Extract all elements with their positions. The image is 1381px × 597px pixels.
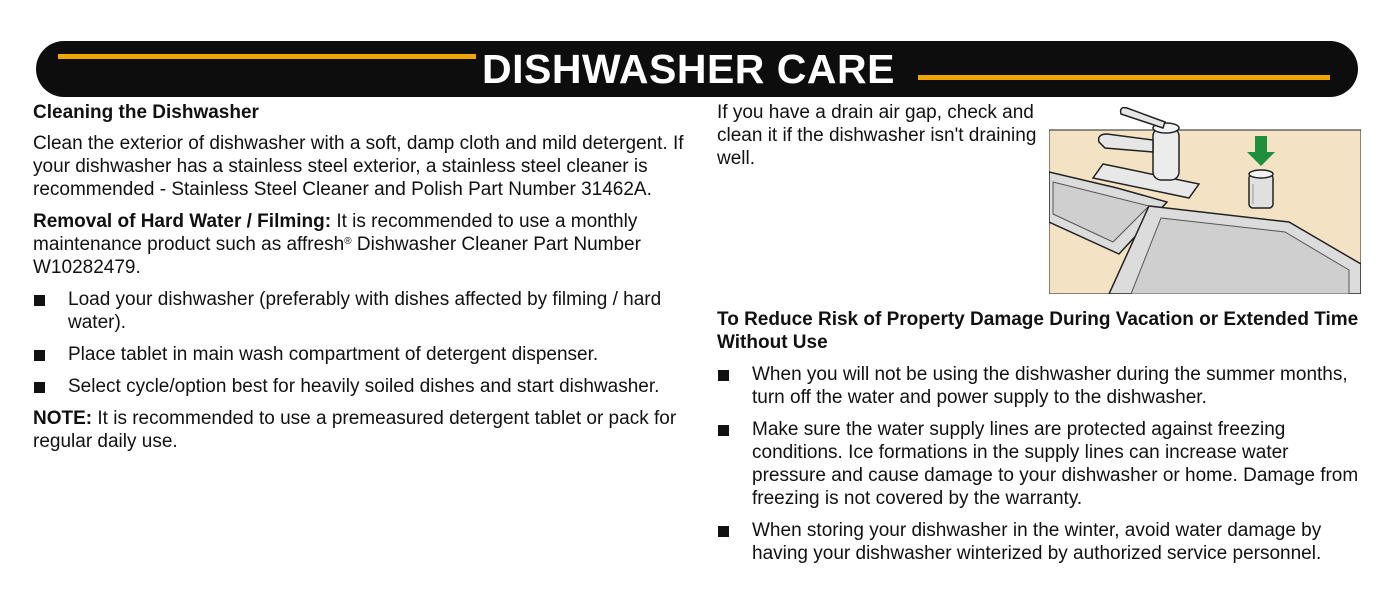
hard-water-text-b: Dishwasher Cleaner Part Number W10282479. bbox=[33, 234, 641, 278]
page-title: DISHWASHER CARE bbox=[476, 41, 901, 97]
list-item bbox=[717, 418, 1367, 510]
square-bullet-icon bbox=[718, 370, 729, 381]
list-item-text: Select cycle/option best for heavily soiled dishes and start dishwasher. bbox=[68, 376, 660, 397]
list-item bbox=[717, 519, 1367, 565]
list-item-text: Make sure the water supply lines are protected against freezing conditions. Ice formations in the supply lines can increase water pressure and cause damage to your dishwasher or home. Damage from freezing is not covered by the warranty. bbox=[752, 419, 1359, 509]
title-banner bbox=[36, 41, 1358, 97]
registered-mark: ® bbox=[344, 236, 352, 247]
list-item bbox=[33, 343, 688, 366]
banner-accent-stripe-right bbox=[918, 75, 1330, 80]
square-bullet-icon bbox=[718, 425, 729, 436]
cleaning-section bbox=[33, 101, 688, 462]
hard-water-text-a: It is recommended to use a monthly maintenance product such as affresh bbox=[33, 211, 638, 255]
hard-water-paragraph bbox=[33, 210, 688, 279]
list-item-text: Load your dishwasher (preferably with dishes affected by filming / hard water). bbox=[68, 289, 662, 333]
vacation-section bbox=[717, 363, 1367, 574]
square-bullet-icon bbox=[34, 350, 45, 361]
vacation-heading: To Reduce Risk of Property Damage During Vacation or Extended Time Without Use bbox=[717, 309, 1359, 353]
note-paragraph bbox=[33, 407, 688, 453]
drain-air-gap-text: If you have a drain air gap, check and clean it if the dishwasher isn't draining well. bbox=[717, 102, 1037, 169]
vacation-list bbox=[717, 363, 1367, 565]
list-item-text: Place tablet in main wash compartment of detergent dispenser. bbox=[68, 344, 599, 365]
list-item bbox=[33, 375, 688, 398]
note-label: NOTE: bbox=[33, 408, 93, 429]
list-item-text: When you will not be using the dishwasher during the summer months, turn off the water and power supply to the dishwasher. bbox=[752, 364, 1348, 408]
square-bullet-icon bbox=[718, 526, 729, 537]
square-bullet-icon bbox=[34, 382, 45, 393]
sink-air-gap-illustration-icon bbox=[1049, 104, 1361, 294]
list-item bbox=[717, 363, 1367, 409]
cleaning-heading: Cleaning the Dishwasher bbox=[33, 102, 259, 123]
list-item-text: When storing your dishwasher in the winter, avoid water damage by having your dishwasher winterized by authorized service personnel. bbox=[752, 520, 1322, 564]
square-bullet-icon bbox=[34, 295, 45, 306]
list-item bbox=[33, 288, 688, 334]
cleaning-intro: Clean the exterior of dishwasher with a soft, damp cloth and mild detergent. If your dishwasher has a stainless steel exterior, a stainless steel cleaner is recommended - Stainless Steel Cleaner and Polish Part Number 31462A. bbox=[33, 133, 684, 200]
banner-accent-stripe-left bbox=[58, 54, 504, 59]
note-text: It is recommended to use a premeasured detergent tablet or pack for regular daily use. bbox=[33, 408, 677, 452]
hard-water-label: Removal of Hard Water / Filming: bbox=[33, 211, 332, 232]
cleaning-steps-list bbox=[33, 288, 688, 398]
